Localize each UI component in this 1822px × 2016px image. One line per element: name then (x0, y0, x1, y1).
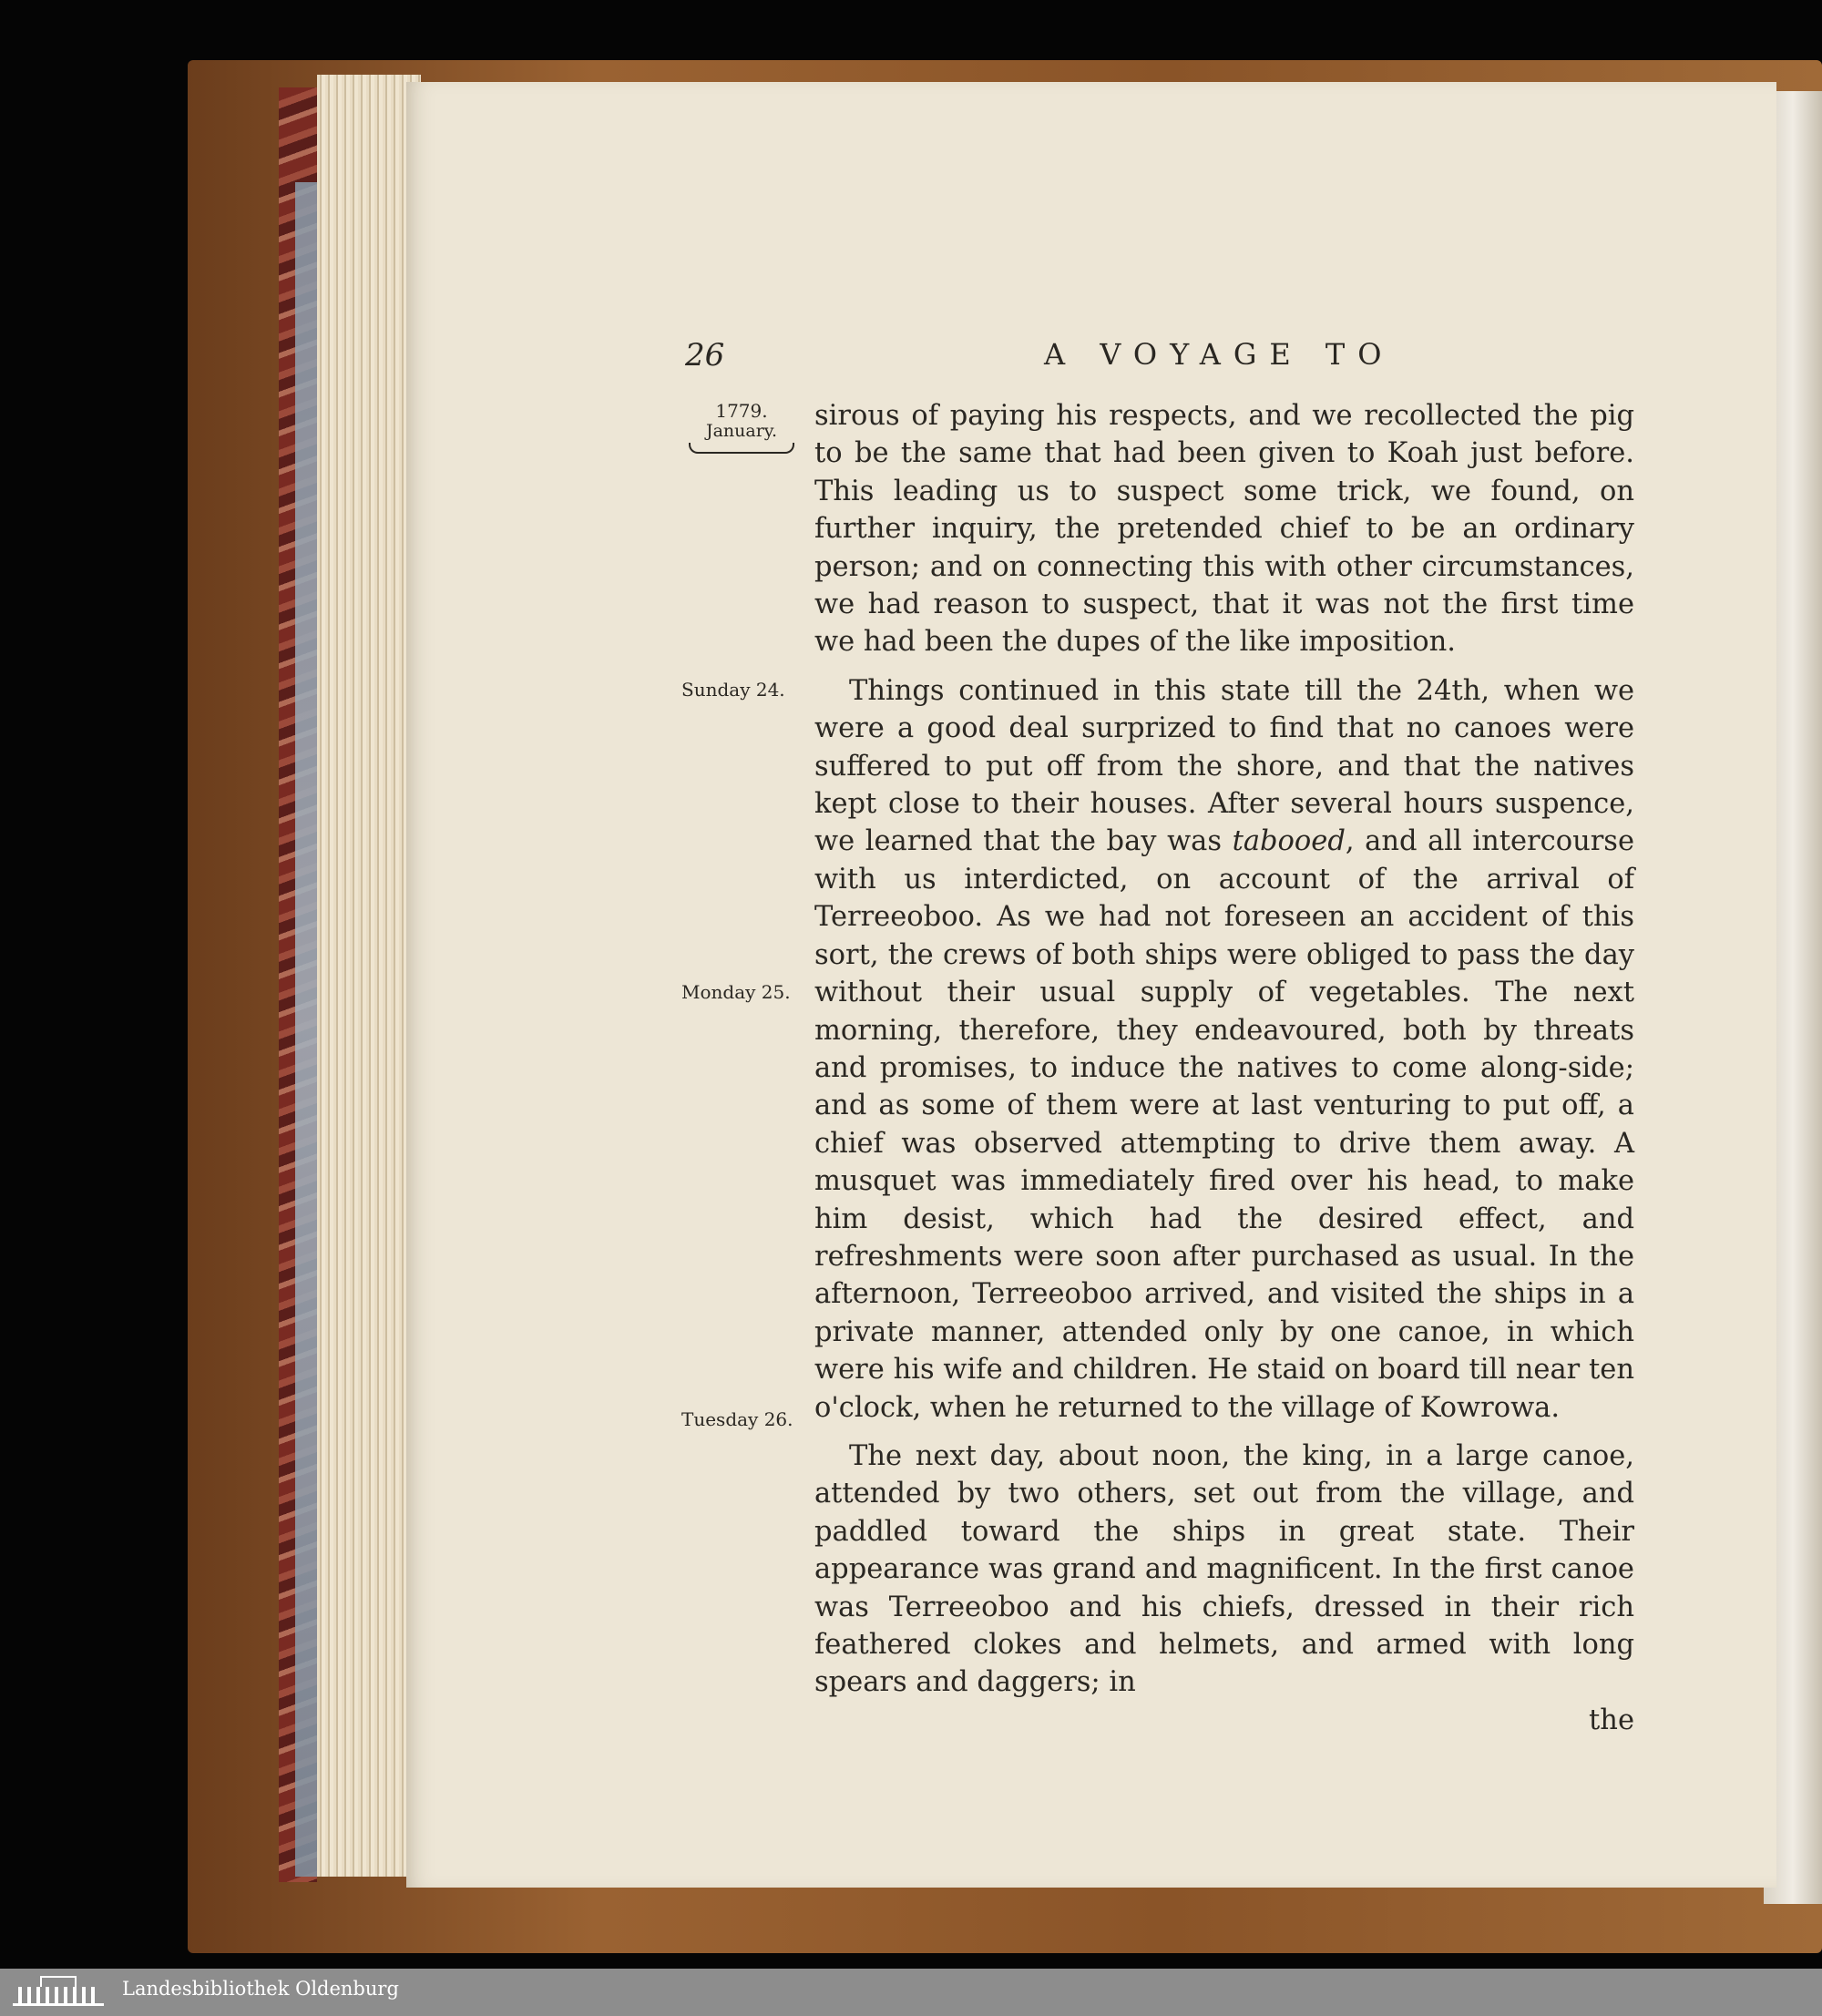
paragraph-3: The next day, about noon, the king, in a large canoe, attended by two others, set out from the village, and paddled toward the ships in great state. Their appearance was grand and magnificent. In the first canoe was Terreeoboo and his chiefs, dressed in their rich feathered clokes and helmets, and armed with long spears and daggers; in (814, 1439, 1634, 1699)
margin-note-sunday: Sunday 24. (681, 679, 785, 701)
endpaper-edge (295, 182, 317, 1877)
footer-bar (0, 1969, 1822, 2016)
margin-year: 1779. (715, 400, 768, 422)
paragraph-2 (814, 672, 1634, 1427)
library-name: Landesbibliothek Oldenburg (122, 1978, 399, 2000)
margin-note-monday: Monday 25. (681, 981, 791, 1003)
brace-mark (689, 443, 794, 454)
library-building-icon (13, 1976, 104, 2009)
body-text (814, 397, 1634, 1739)
page-number: 26 (685, 337, 725, 374)
paragraph-1: sirous of paying his respects, and we recollected the pig to be the same that had been given to Koah just before. This leading us to suspect some trick, we found, on further inquiry, the pretended chief to be an ordinary person; and on connecting this with other circumstances, we had reason to suspect, that it was not the first time we had been the dupes of the like imposition. (814, 400, 1634, 659)
running-title: A VOYAGE TO (1044, 337, 1395, 372)
catchword: the (1589, 1704, 1634, 1736)
margin-note-tuesday: Tuesday 26. (681, 1408, 793, 1430)
running-head (406, 337, 1776, 388)
page-edges (317, 75, 421, 1877)
paragraph-2-part-b: , and all intercourse with us interdicted, on account of the arrival of Terreeoboo. As we had not foreseen an accident of this sort, the crews of both ships were obliged to pass the day without their usual supply of vegetables. The next morning, therefore, they endeavoured, both by threats and promises, to induce the natives to come along-side; and as some of them were at last venturing to put off, a chief was observed attempting to drive them away. A musquet was immediately fired over his head, to make him desist, which had the desired effect, and refreshments were soon after purchased as usual. In the afternoon, Terreeoboo arrived, and visited the ships in a private manner, attended only by one canoe, in which were his wife and children. He staid on board till near ten o'clock, when he returned to the village of Kowrowa. (814, 825, 1634, 1424)
margin-date (687, 401, 796, 454)
paragraph-2-part-a: Things continued in this state till the 24th, when we were a good deal surprized to find that no canoes were suffered to put off from the shore, and that the natives kept close to their houses. After several hours suspence, we learned that the bay was (814, 674, 1634, 858)
tabooed-word: tabooed (1232, 825, 1346, 858)
margin-month: January. (705, 421, 778, 441)
